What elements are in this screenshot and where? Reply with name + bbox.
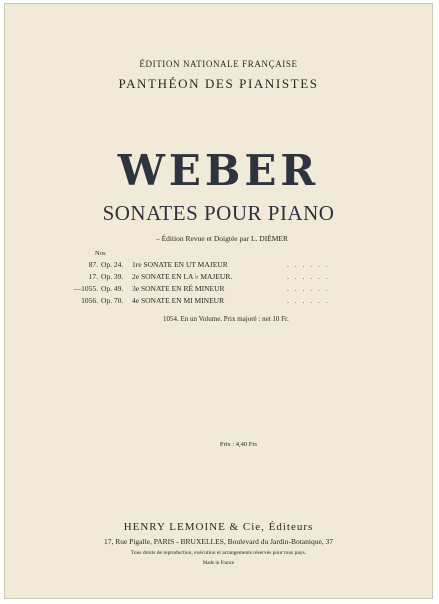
sonata-title: 3e SONATE EN RÉ MINEUR [132, 284, 225, 293]
sonata-title: 4e SONATE EN MI MINEUR [132, 296, 225, 305]
catalog-row [5, 260, 434, 271]
leader-dots: . . . . . . [287, 284, 330, 293]
rights-notice: Tous droits de reproduction, exécution et arrangements réservés pour tous pays. [130, 550, 307, 556]
composer-name: WEBER [117, 146, 320, 195]
price-label: Prix : 4,40 Frs [219, 441, 258, 448]
catalog-number-header: Nos [95, 250, 106, 257]
sonata-title: 1re SONATE EN UT MAJEUR [132, 260, 228, 269]
publisher-name: HENRY LEMOINE & Cie, Éditeurs [123, 521, 314, 533]
score-cover [4, 3, 433, 599]
catalog-number: 87. [88, 260, 98, 269]
catalog-number: 1056. [81, 296, 98, 305]
catalog-number: —1055. [73, 284, 98, 293]
catalog-row [5, 272, 434, 283]
series-title: PANTHÉON DES PIANISTES [118, 76, 319, 91]
catalog-row [5, 296, 434, 307]
catalog-number: 17. [88, 272, 98, 281]
opus-number: Op. 49. [101, 284, 124, 293]
volume-line: 1054. En un Volume. Prix majoré : net 10 Fr. [163, 315, 289, 323]
sonata-title: 2e SONATE EN LA ♭ MAJEUR. [132, 272, 233, 281]
work-title: SONATES POUR PIANO [102, 201, 335, 225]
made-in-label: Made in France [202, 561, 235, 566]
edition-label: ÉDITION NATIONALE FRANÇAISE [139, 59, 298, 69]
opus-number: Op. 24. [101, 260, 124, 269]
leader-dots: . . . . . . [287, 296, 330, 305]
leader-dots: . . . . . . [287, 260, 330, 269]
opus-number: Op. 70. [101, 296, 124, 305]
revision-credit: – Édition Revue et Doigtée par L. DIÉMER [155, 234, 289, 243]
leader-dots: . . . . . . [287, 272, 330, 281]
catalog-row [5, 284, 434, 295]
opus-number: Op. 39. [101, 272, 124, 281]
publisher-address: 17, Rue Pigalle, PARIS - BRUXELLES, Boulevard du Jardin-Botanique, 37 [103, 537, 334, 546]
